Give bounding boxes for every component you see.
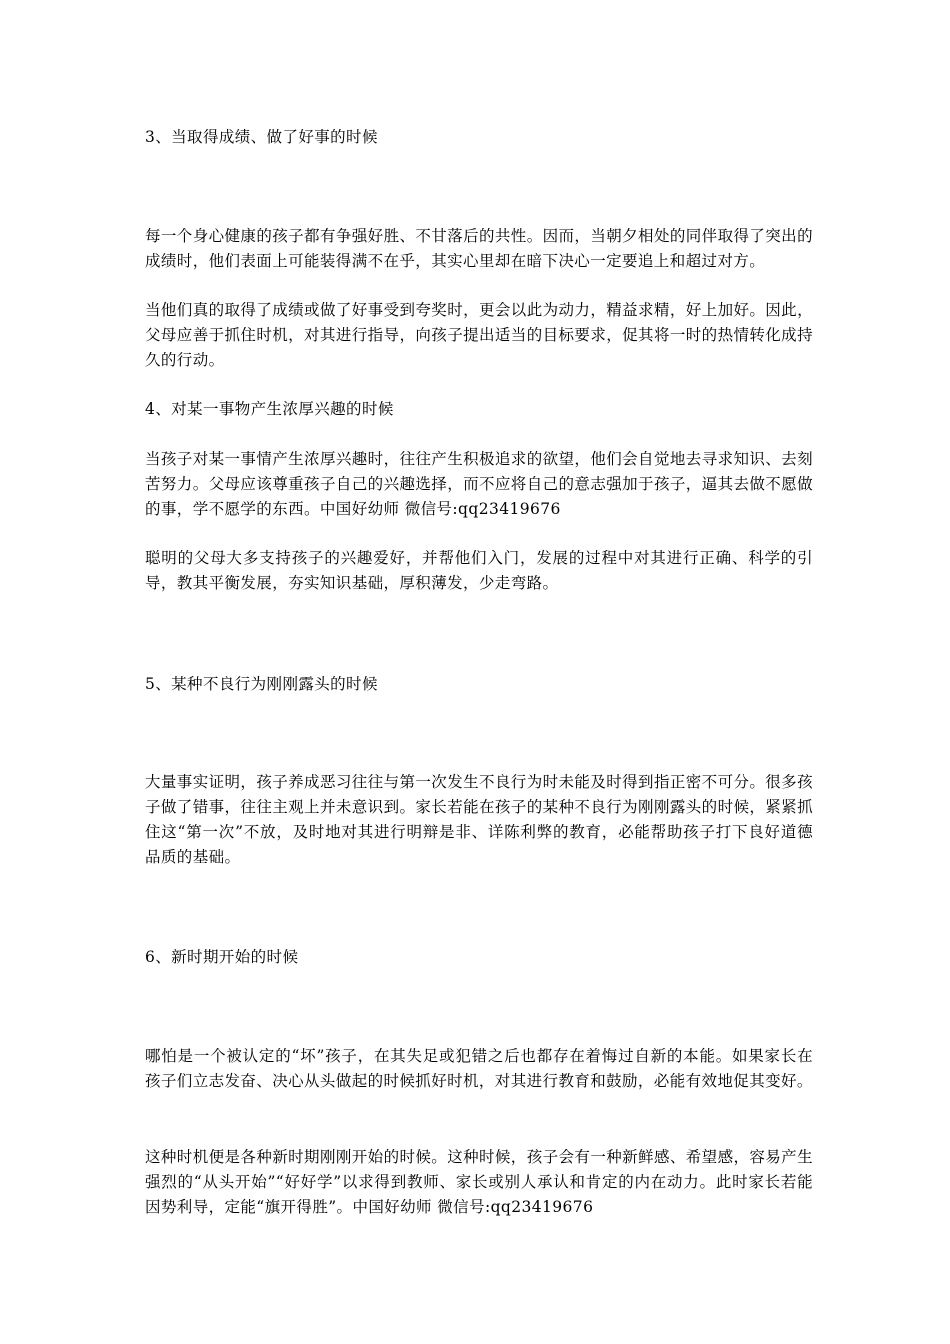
- section-heading-4: 4、对某一事物产生浓厚兴趣的时候: [145, 400, 394, 418]
- section-heading-6: 6、新时期开始的时候: [145, 948, 299, 966]
- paragraph-3b: 当他们真的取得了成绩或做了好事受到夸奖时，更会以此为动力，精益求精，好上加好。因此，父母应善于抓住时机，对其进行指导，向孩子提出适当的目标要求，促其将一时的热情转化成持久的行动。: [145, 301, 813, 369]
- paragraph-4b: 聪明的父母大多支持孩子的兴趣爱好，并帮他们入门，发展的过程中对其进行正确、科学的引导，教其平衡发展，夯实知识基础，厚积薄发，少走弯路。: [145, 549, 813, 592]
- paragraph-6b: 这种时机便是各种新时期刚刚开始的时候。这种时候，孩子会有一种新鲜感、希望感，容易产生强烈的“从头开始”“好好学”以求得到教师、家长或别人承认和肯定的内在动力。此时家长若能因势利导，定能“旗开得胜”。中国好幼师 微信号:qq23419676: [145, 1148, 813, 1216]
- paragraph-3a: 每一个身心健康的孩子都有争强好胜、不甘落后的共性。因而，当朝夕相处的同伴取得了突出的成绩时，他们表面上可能装得满不在乎，其实心里却在暗下决心一定要追上和超过对方。: [145, 227, 813, 270]
- paragraph-4a: 当孩子对某一事情产生浓厚兴趣时，往往产生积极追求的欲望，他们会自觉地去寻求知识、去刻苦努力。父母应该尊重孩子自己的兴趣选择，而不应将自己的意志强加于孩子，逼其去做不愿做的事，学不愿学的东西。中国好幼师 微信号:qq23419676: [145, 450, 813, 518]
- section-heading-5: 5、某种不良行为刚刚露头的时候: [145, 675, 378, 693]
- paragraph-6a: 哪怕是一个被认定的“坏”孩子，在其失足或犯错之后也都存在着悔过自新的本能。如果家长在孩子们立志发奋、决心从头做起的时候抓好时机，对其进行教育和鼓励，必能有效地促其变好。: [145, 1047, 813, 1090]
- section-heading-3: 3、当取得成绩、做了好事的时候: [145, 128, 378, 146]
- paragraph-5a: 大量事实证明，孩子养成恶习往往与第一次发生不良行为时未能及时得到指正密不可分。很多孩子做了错事，往往主观上并未意识到。家长若能在孩子的某种不良行为刚刚露头的时候，紧紧抓住这“第一次”不放，及时地对其进行明辩是非、详陈利弊的教育，必能帮助孩子打下良好道德品质的基础。: [145, 773, 813, 866]
